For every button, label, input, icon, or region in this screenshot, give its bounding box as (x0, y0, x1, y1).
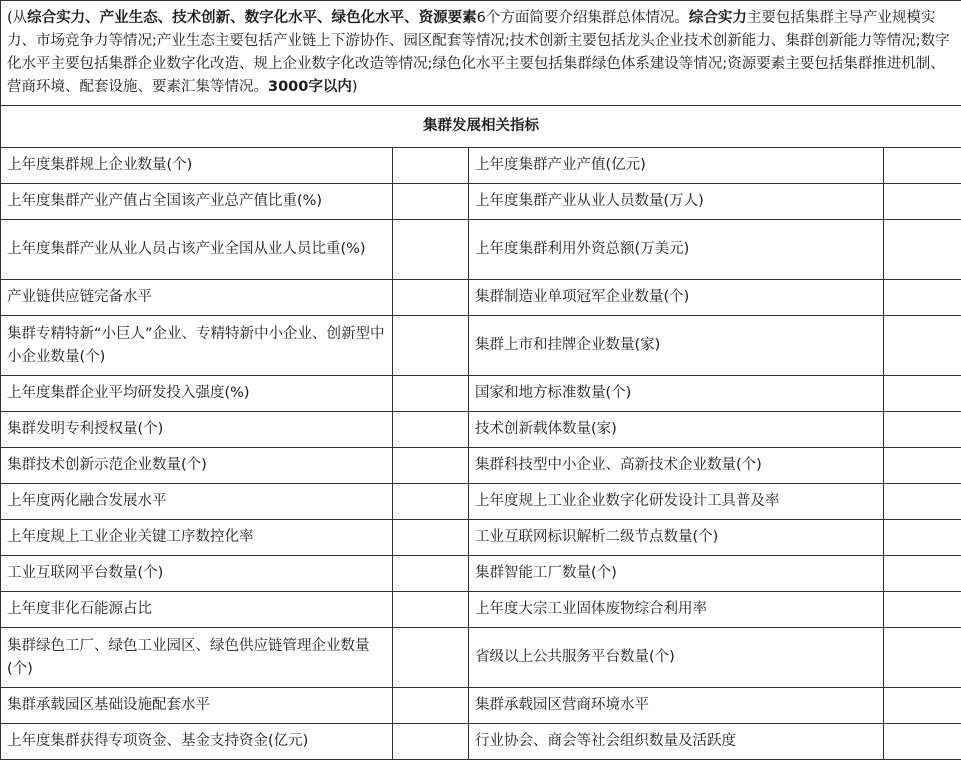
table-row (1, 316, 961, 376)
value-cell[interactable] (393, 148, 469, 184)
table-row (1, 520, 961, 556)
indicator-label: 集群技术创新示范企业数量(个) (1, 448, 393, 484)
indicator-label: 技术创新载体数量(家) (469, 412, 884, 448)
indicator-label: 集群智能工厂数量(个) (469, 556, 884, 592)
table-row (1, 220, 961, 280)
indicator-label: 上年度集群产业产值(亿元) (469, 148, 884, 184)
indicator-label: 上年度规上工业企业关键工序数控化率 (1, 520, 393, 556)
value-cell[interactable] (393, 280, 469, 316)
indicator-label: 集群专精特新“小巨人”企业、专精特新中小企业、创新型中小企业数量(个) (1, 316, 393, 376)
value-cell[interactable] (884, 376, 961, 412)
value-cell[interactable] (393, 316, 469, 376)
value-cell[interactable] (884, 412, 961, 448)
value-cell[interactable] (884, 520, 961, 556)
intro-text (1, 1, 961, 106)
value-cell[interactable] (393, 688, 469, 724)
table-row (1, 148, 961, 184)
indicator-label: 上年度集群产业从业人员占该产业全国从业人员比重(%) (1, 220, 393, 280)
value-cell[interactable] (884, 628, 961, 688)
value-cell[interactable] (884, 556, 961, 592)
indicator-label: 集群承载园区营商环境水平 (469, 688, 884, 724)
value-cell[interactable] (884, 220, 961, 280)
value-cell[interactable] (393, 412, 469, 448)
indicator-label: 集群承载园区基础设施配套水平 (1, 688, 393, 724)
value-cell[interactable] (393, 556, 469, 592)
indicator-label: 上年度大宗工业固体废物综合利用率 (469, 592, 884, 628)
indicator-label: 上年度非化石能源占比 (1, 592, 393, 628)
table-row (1, 412, 961, 448)
value-cell[interactable] (884, 484, 961, 520)
table-row (1, 724, 961, 760)
intro-p4: ) (352, 79, 358, 95)
value-cell[interactable] (884, 316, 961, 376)
intro-p1: (从 (7, 10, 27, 26)
indicator-label: 上年度集群产业从业人员数量(万人) (469, 184, 884, 220)
indicator-label: 上年度集群利用外资总额(万美元) (469, 220, 884, 280)
indicator-label: 上年度集群获得专项资金、基金支持资金(亿元) (1, 724, 393, 760)
table-row (1, 688, 961, 724)
indicator-label: 行业协会、商会等社会组织数量及活跃度 (469, 724, 884, 760)
value-cell[interactable] (393, 592, 469, 628)
indicator-label: 集群发明专利授权量(个) (1, 412, 393, 448)
table-row (1, 556, 961, 592)
intro-p2: 6个方面简要介绍集群总体情况。 (477, 10, 689, 26)
value-cell[interactable] (884, 148, 961, 184)
intro-row (1, 1, 961, 106)
indicator-label: 上年度集群企业平均研发投入强度(%) (1, 376, 393, 412)
indicator-label: 集群上市和挂牌企业数量(家) (469, 316, 884, 376)
indicator-label: 上年度两化融合发展水平 (1, 484, 393, 520)
intro-b1: 综合实力、产业生态、技术创新、数字化水平、绿色化水平、资源要素 (27, 10, 477, 26)
value-cell[interactable] (393, 220, 469, 280)
value-cell[interactable] (884, 724, 961, 760)
value-cell[interactable] (884, 448, 961, 484)
table-row (1, 448, 961, 484)
value-cell[interactable] (884, 592, 961, 628)
value-cell[interactable] (393, 448, 469, 484)
indicator-label: 工业互联网标识解析二级节点数量(个) (469, 520, 884, 556)
value-cell[interactable] (393, 520, 469, 556)
indicator-label: 国家和地方标准数量(个) (469, 376, 884, 412)
table-row (1, 484, 961, 520)
value-cell[interactable] (393, 376, 469, 412)
value-cell[interactable] (393, 724, 469, 760)
indicator-label: 上年度规上工业企业数字化研发设计工具普及率 (469, 484, 884, 520)
indicator-label: 集群制造业单项冠军企业数量(个) (469, 280, 884, 316)
intro-b3: 3000字以内 (268, 79, 352, 95)
table-row (1, 280, 961, 316)
value-cell[interactable] (393, 628, 469, 688)
intro-b2: 综合实力 (689, 10, 747, 26)
indicator-label: 工业互联网平台数量(个) (1, 556, 393, 592)
indicator-label: 上年度集群产业产值占全国该产业总产值比重(%) (1, 184, 393, 220)
table-row (1, 184, 961, 220)
indicator-label: 集群绿色工厂、绿色工业园区、绿色供应链管理企业数量(个) (1, 628, 393, 688)
section-row (1, 106, 961, 148)
indicator-label: 产业链供应链完备水平 (1, 280, 393, 316)
table-row (1, 592, 961, 628)
section-title: 集群发展相关指标 (1, 106, 961, 148)
value-cell[interactable] (884, 688, 961, 724)
value-cell[interactable] (884, 184, 961, 220)
indicator-label: 省级以上公共服务平台数量(个) (469, 628, 884, 688)
value-cell[interactable] (884, 280, 961, 316)
table-row (1, 376, 961, 412)
value-cell[interactable] (393, 484, 469, 520)
table-row (1, 628, 961, 688)
indicator-label: 上年度集群规上企业数量(个) (1, 148, 393, 184)
value-cell[interactable] (393, 184, 469, 220)
indicator-label: 集群科技型中小企业、高新技术企业数量(个) (469, 448, 884, 484)
intro-p3: 主要包括集群主导产业规模实力、市场竞争力等情况;产业生态主要包括产业链上下游协作、园区配套等情况;技术创新主要包括龙头企业技术创新能力、集群创新能力等情况;数字化水平主要包括集群企业数字化改造、规上企业数字化改造等情况;绿色化水平主要包括集群绿色体系建设等情况;资源要素主要包括集群推进机制、营商环境、配套设施、要素汇集等情况。 (7, 10, 950, 95)
